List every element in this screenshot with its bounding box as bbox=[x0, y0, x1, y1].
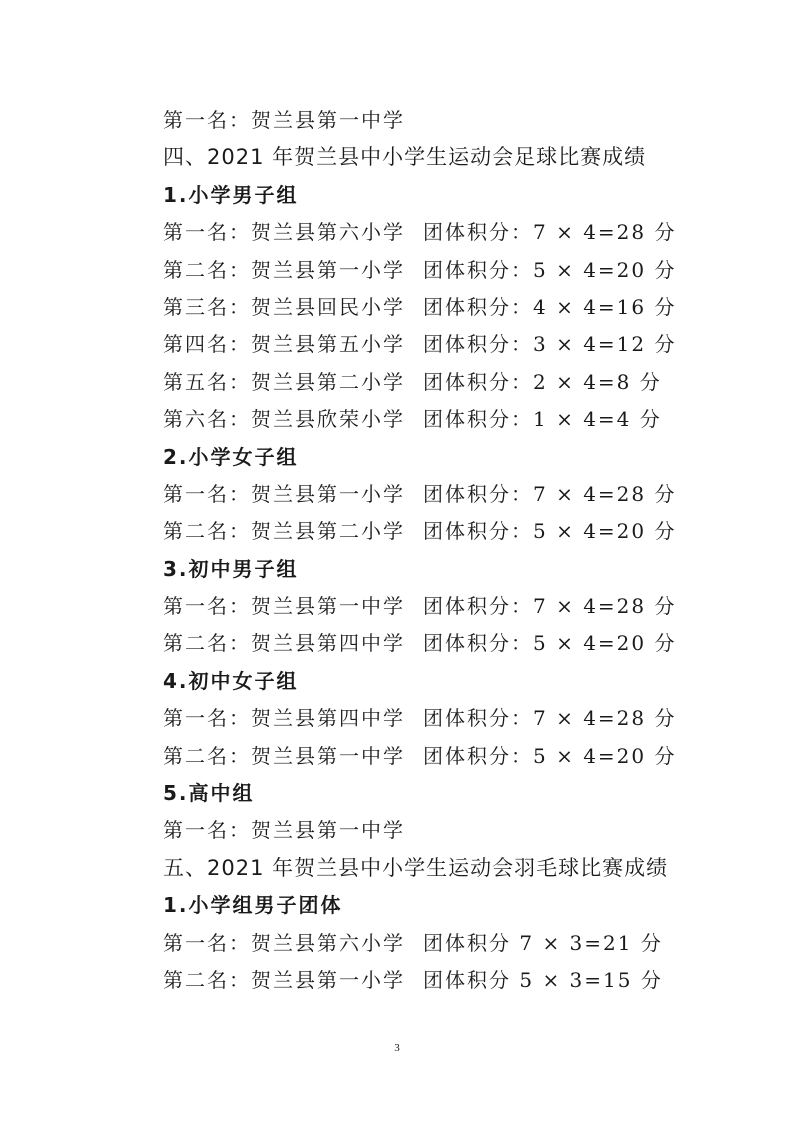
result-line bbox=[163, 364, 683, 401]
rank-label: 第一名： bbox=[163, 706, 251, 731]
school-name: 贺兰县欣荣小学 bbox=[251, 407, 405, 432]
rank-label: 第一名： bbox=[163, 108, 251, 132]
rank-label: 第四名： bbox=[163, 332, 251, 357]
rank-label: 第二名： bbox=[163, 631, 251, 656]
score-text: 团体积分：7 × 4=28 分 bbox=[423, 481, 677, 506]
score-text: 团体积分：7 × 4=28 分 bbox=[423, 220, 677, 245]
result-line bbox=[163, 513, 683, 550]
rank-label: 第二名： bbox=[163, 257, 251, 282]
school-name: 贺兰县第二小学 bbox=[251, 369, 405, 394]
page-number: 3 bbox=[394, 1042, 400, 1054]
section-heading: 四、2021 年贺兰县中小学生运动会足球比赛成绩 bbox=[163, 145, 647, 170]
score-text: 团体积分：5 × 4=20 分 bbox=[423, 257, 677, 282]
school-name: 贺兰县第一小学 bbox=[251, 481, 405, 506]
score-text: 团体积分：4 × 4=16 分 bbox=[423, 294, 677, 319]
school-name: 贺兰县第一中学 bbox=[251, 818, 405, 843]
school-name: 贺兰县第一中学 bbox=[251, 743, 405, 768]
rank-label: 第一名： bbox=[163, 594, 251, 619]
rank-label: 第二名： bbox=[163, 967, 251, 992]
school-name: 贺兰县第一小学 bbox=[251, 967, 405, 992]
result-line bbox=[163, 326, 683, 363]
score-text: 团体积分：3 × 4=12 分 bbox=[423, 332, 677, 357]
school-name: 贺兰县第六小学 bbox=[251, 220, 405, 245]
rank-label: 第三名： bbox=[163, 294, 251, 319]
rank-label: 第一名： bbox=[163, 481, 251, 506]
result-line bbox=[163, 700, 683, 737]
rank-label: 第二名： bbox=[163, 519, 251, 544]
school-name: 贺兰县第二小学 bbox=[251, 519, 405, 544]
score-text: 团体积分：7 × 4=28 分 bbox=[423, 706, 677, 731]
group-heading: 2.小学女子组 bbox=[163, 444, 299, 469]
group-heading: 1.小学男子组 bbox=[163, 182, 299, 207]
result-line bbox=[163, 476, 683, 513]
school-name: 贺兰县第一中学 bbox=[251, 108, 405, 132]
school-name: 贺兰县第四中学 bbox=[251, 631, 405, 656]
score-text: 团体积分 7 × 3=21 分 bbox=[423, 930, 663, 955]
school-name: 贺兰县第六小学 bbox=[251, 930, 405, 955]
section-heading: 五、2021 年贺兰县中小学生运动会羽毛球比赛成绩 bbox=[163, 855, 669, 880]
score-text: 团体积分：5 × 4=20 分 bbox=[423, 631, 677, 656]
rank-label: 第一名： bbox=[163, 818, 251, 843]
rank-label: 第一名： bbox=[163, 930, 251, 955]
school-name: 贺兰县第五小学 bbox=[251, 332, 405, 357]
group-heading: 4.初中女子组 bbox=[163, 668, 299, 693]
result-line bbox=[163, 962, 683, 999]
score-text: 团体积分：5 × 4=20 分 bbox=[423, 743, 677, 768]
school-name: 贺兰县第一中学 bbox=[251, 594, 405, 619]
score-text: 团体积分：2 × 4=8 分 bbox=[423, 369, 662, 394]
score-text: 团体积分：7 × 4=28 分 bbox=[423, 594, 677, 619]
score-text: 团体积分 5 × 3=15 分 bbox=[423, 967, 663, 992]
document-body bbox=[163, 102, 683, 999]
score-text: 团体积分：1 × 4=4 分 bbox=[423, 407, 662, 432]
result-line bbox=[163, 214, 683, 251]
result-line bbox=[163, 738, 683, 775]
result-line bbox=[163, 401, 683, 438]
result-line bbox=[163, 102, 683, 139]
group-heading: 3.初中男子组 bbox=[163, 556, 299, 581]
rank-label: 第五名： bbox=[163, 369, 251, 394]
result-line bbox=[163, 925, 683, 962]
rank-label: 第一名： bbox=[163, 220, 251, 245]
rank-label: 第六名： bbox=[163, 407, 251, 432]
group-heading: 1.小学组男子团体 bbox=[163, 893, 343, 918]
result-line bbox=[163, 252, 683, 289]
score-text: 团体积分：5 × 4=20 分 bbox=[423, 519, 677, 544]
result-line bbox=[163, 588, 683, 625]
group-heading: 5.高中组 bbox=[163, 781, 255, 806]
result-line bbox=[163, 625, 683, 662]
school-name: 贺兰县第四中学 bbox=[251, 706, 405, 731]
school-name: 贺兰县回民小学 bbox=[251, 294, 405, 319]
result-line bbox=[163, 812, 683, 849]
school-name: 贺兰县第一小学 bbox=[251, 257, 405, 282]
rank-label: 第二名： bbox=[163, 743, 251, 768]
result-line bbox=[163, 289, 683, 326]
